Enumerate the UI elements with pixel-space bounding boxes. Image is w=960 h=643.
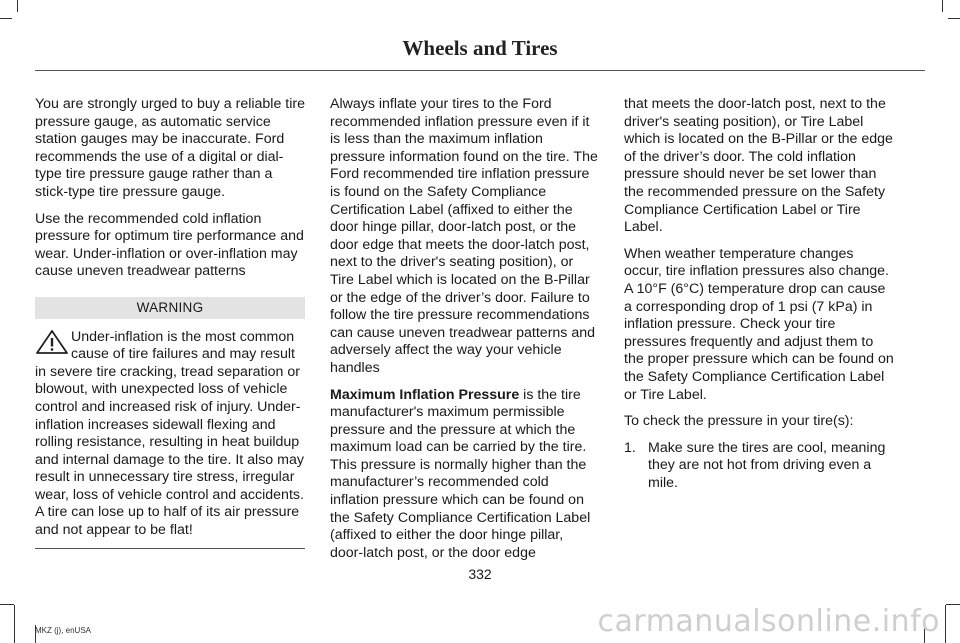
warning-rule xyxy=(35,548,305,549)
crop-mark xyxy=(17,0,18,12)
paragraph: You are strongly urged to buy a reliable tire pressure gauge, as automatic service station gauges may be inaccurate. Ford recommends the use of a digital or dial-type tire pressure gauge rather than a stick-type tire pressure gauge. xyxy=(35,96,305,200)
paragraph: To check the pressure in your tire(s): xyxy=(624,413,854,430)
paragraph: Always inflate your tires to the Ford recommended inflation pressure even if it is less than the maximum inflation pressure information found on the tire. The Ford recommended tire inflation pressure is found on the Safety Compliance Certification Label (affixed to either the door hinge pillar, door-latch post, or the door edge that meets the door-latch post, next to the driver's seating position), or Tire Label which is located on the B-Pillar or the edge of the driver’s door. Failure to follow the tire pressure recommendations can cause uneven treadwear patterns and adversely affect the way your vehicle handles xyxy=(330,96,598,376)
paragraph: Use the recommended cold inflation pressure for optimum tire performance and wear. Under-inflation or over-inflation may cause uneven treadwear patterns xyxy=(35,210,304,280)
bold-term: Maximum Inflation Pressure xyxy=(330,386,520,403)
warning-text: Under-inflation is the most common cause of tire failures and may result in severe tire cracking, tread separation or blowout, with unexpected loss of vehicle control and increased risk of injury. Under-inflation increases sidewall flexing and rolling resistance, resulting in heat buildup and internal damage to the tire. It also may result in unnecessary tire stress, irregular wear, loss of vehicle control and accidents. A tire can lose up to half of its air pressure and not appear to be flat! xyxy=(35,328,304,539)
column-2 xyxy=(330,96,600,571)
watermark: carmanualsonline.info xyxy=(597,604,940,639)
crop-mark xyxy=(0,18,12,19)
warning-heading: WARNING xyxy=(35,297,305,319)
step-text: Make sure the tires are cool, meaning they are not hot from driving even a mile. xyxy=(648,439,886,491)
crop-mark xyxy=(0,604,14,605)
footer-code: MKZ (j), enUSA xyxy=(35,626,92,635)
header-rule xyxy=(35,70,925,71)
step-number: 1. xyxy=(624,439,636,456)
crop-mark xyxy=(946,604,960,605)
crop-mark xyxy=(942,0,943,12)
paragraph: When weather temperature changes occur, tire inflation pressures also change. A 10°F (6°C) temperature drop can cause a corresponding drop of 1 psi (7 kPa) in inflation pressure. Check your tire pressures frequently and adjust them to the proper pressure which can be found on the Safety Compliance Certification Label or Tire Label. xyxy=(624,245,894,403)
warning-box xyxy=(35,329,305,540)
list-item xyxy=(624,440,894,493)
crop-mark xyxy=(948,18,960,19)
column-1 xyxy=(35,96,305,549)
paragraph xyxy=(330,387,600,563)
warning-triangle-icon xyxy=(35,329,69,355)
crop-mark xyxy=(14,605,15,643)
chapter-title: Wheels and Tires xyxy=(402,36,558,60)
paragraph: that meets the door-latch post, next to the driver's seating position), or Tire Label which is located on the B-Pillar or the edge of the driver’s door. The cold inflation pressure should never be set lower than the recommended pressure on the Safety Compliance Certification Label or Tire Label. xyxy=(624,96,893,236)
page-number: 332 xyxy=(468,566,492,582)
paragraph-text: is the tire manufacturer's maximum permissible pressure and the pressure at which the maximum load can be carried by the tire. This pressure is normally higher than the manufacturer’s recommended cold inflation pressure which can be found on the Safety Compliance Certification Label (affixed to either the door hinge pillar, door-latch post, or the door edge xyxy=(330,386,591,561)
crop-mark xyxy=(945,605,946,643)
column-3 xyxy=(624,96,894,492)
